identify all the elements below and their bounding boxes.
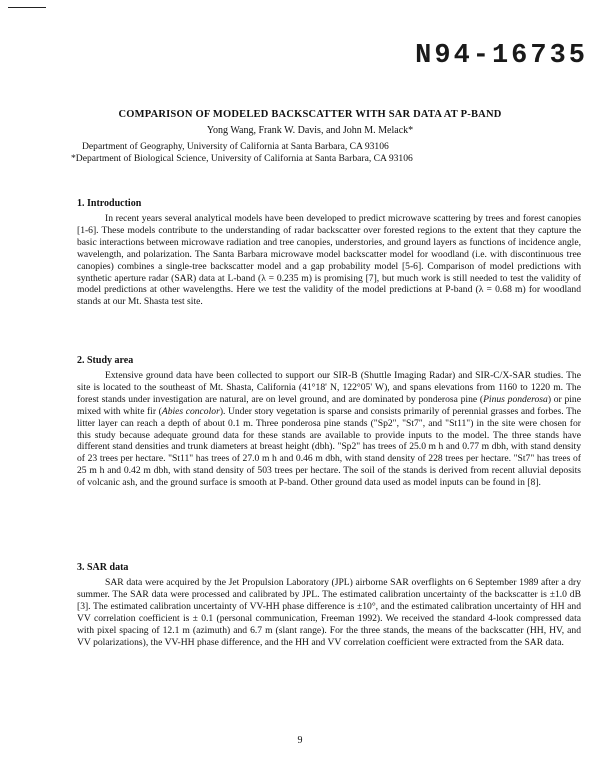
section-heading-study-area: 2. Study area	[77, 355, 134, 366]
document-number: N94-16735	[415, 41, 588, 71]
section-body-sar-data	[77, 577, 581, 648]
page-number: 9	[297, 735, 303, 746]
species-name-fir: Abies concolor	[161, 405, 220, 417]
author-list: Yong Wang, Frank W. Davis, and John M. Melack*	[206, 125, 414, 136]
sar-data-text: SAR data were acquired by the Jet Propulsion Laboratory (JPL) airborne SAR overflights on 6 September 1989 after a dry summer. The SAR data were processed and calibrated by JPL. The estimated calibration uncertainty of the backscatter is ±1.0 dB [3]. The estimated calibration uncertainty of VV-HH phase difference is ±10°, and the estimated calibration uncertainty of HH and VV correlation coefficient is ± 0.1 (personal communication, Freeman 1992). We received the standard 4-look compressed data with pixel spacing of 12.1 m (azimuth) and 6.7 m (slant range). For the three stands, the means of the backscatter (HH, HV, and VV polarizations), the VV-HH phase difference, and the HH and VV correlation coefficient were extracted from the SAR data.	[77, 577, 581, 648]
study-area-text-part2: ) or pine mixed with white fir (	[77, 393, 581, 417]
section-heading-sar-data: 3. SAR data	[77, 562, 129, 573]
introduction-text: In recent years several analytical models have been developed to predict microwave scattering by trees and forest canopies [1-6]. These models contribute to the understanding of radar backscatter over forested regions to the extent that they capture the basic interactions between microwave radiation and tree canopies, understories, and ground layers as functions of incidence angle, wavelength, and polarization. The Santa Barbara microwave model backscatter model for woodland (i.e. with discontinuous tree canopies) combines a single-tree backscatter model and a gap probability model [5-6]. Comparison of model predictions with synthetic aperture radar (SAR) data at L-band (λ = 0.235 m) is promising [7], but much work is still needed to test the validity of model predictions at other wavelengths. Here we test the validity of the model predictions at P-band (λ = 0.68 m) for woodland stands at our Mt. Shasta test site.	[77, 213, 581, 308]
section-body-study-area	[77, 370, 581, 489]
corner-rule	[8, 7, 46, 8]
species-name-pine: Pinus ponderosa	[483, 393, 548, 405]
section-body-introduction	[77, 213, 581, 308]
study-area-text-part3: ). Under story vegetation is sparse and consists primarily of perennial grasses and forbes. The litter layer can reach a depth of about 0.1 m. Three ponderosa pine stands ("Sp2", "St7", and "St11") in the site were chosen for this study because adequate ground data for these stands are available to provide inputs to the model. The three stands have different stand densities and trunk diameters at breast height (dbh). "Sp2" has trees of 25.0 m h and 0.77 m dbh, with stand density of 23 trees per hectare. "St11" has trees of 27.0 m h and 0.46 m dbh, with stand density of 228 trees per hectare. "St7" has trees of 25 m h and 0.42 m dbh, with stand density of 503 trees per hectare. The soil of the stands is derived from recent alluvial deposits of volcanic ash, and the ground surface is smooth at P-band. Other ground data used as model inputs can be found in [8].	[77, 405, 581, 489]
affiliation-biology: *Department of Biological Science, University of California at Santa Barbara, CA 93106	[71, 153, 413, 164]
section-heading-introduction: 1. Introduction	[77, 198, 142, 209]
affiliation-geography: Department of Geography, University of California at Santa Barbara, CA 93106	[82, 141, 389, 152]
study-area-text-part1: Extensive ground data have been collected to support our SIR-B (Shuttle Imaging Radar) and SIR-C/X-SAR studies. The site is located to the southeast of Mt. Shasta, California (41°18' N, 122°05' W), and spans elevations from 1160 to 1220 m. The forest stands under investigation are natural, are on level ground, and are dominated by ponderosa pine (	[77, 370, 581, 405]
paper-title: COMPARISON OF MODELED BACKSCATTER WITH SAR DATA AT P-BAND	[118, 109, 502, 120]
